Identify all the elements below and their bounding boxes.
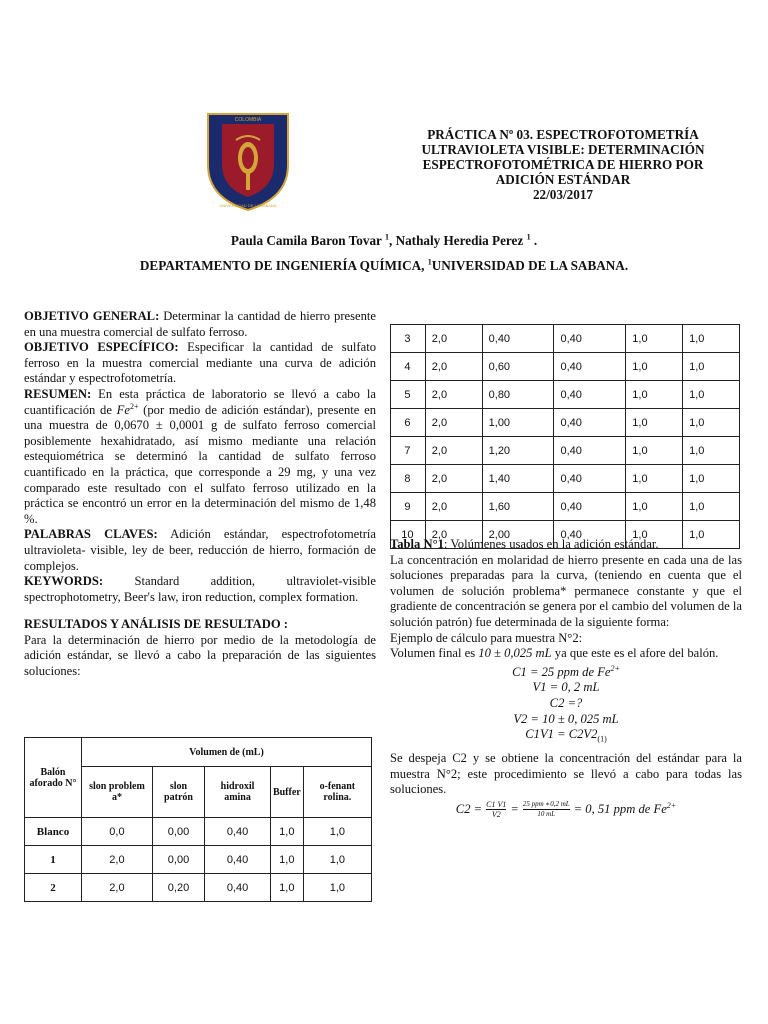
title-line: PRÁCTICA Nº 03. ESPECTROFOTOMETRÍA: [427, 127, 699, 142]
table-cell: 1,00: [482, 409, 554, 437]
table-cell: 0,40: [554, 465, 626, 493]
objective-specific: [24, 340, 376, 387]
table-cell: 1,0: [683, 465, 740, 493]
authors-end: .: [533, 233, 538, 248]
abstract-text-2: (por medio de adición estándar), presente en una muestra de 0,0670 ± 0,0001 g de sulfato ferroso comercial posiblemente hexahidratado, así mismo mediante una relación estequiométrica se determinó la cantidad de sulfato ferroso cuantificado en la práctica, que corresponde a 29 mg, y una vez comparado este resultado con el sulfato ferroso utilizado en la práctica se encontró un error en la determinación del mismo de 1,48 %.: [24, 402, 376, 526]
table-cell: 0,40: [554, 409, 626, 437]
table-subheader: o-fenant rolina.: [303, 767, 371, 818]
table-cell: 2,0: [425, 437, 482, 465]
table-cell: 1,60: [482, 493, 554, 521]
university: UNIVERSIDAD DE LA SABANA.: [431, 258, 629, 273]
table-row: [391, 465, 740, 493]
solve-paragraph: Se despeja C2 y se obtiene la concentración del estándar para la muestra N°2; este procedimiento se llevó a cabo para todas las soluciones.: [390, 751, 742, 797]
table-cell: 1,0: [626, 437, 683, 465]
fraction-1-num: C1 V1: [486, 800, 507, 810]
table-cell: 0,40: [205, 818, 271, 846]
table-cell: 0,40: [205, 846, 271, 874]
table-cell: 1,0: [626, 409, 683, 437]
author-2-affiliation: 1: [526, 232, 531, 242]
equation-dilution: [390, 727, 742, 747]
final-eq-rhs: = 0, 51 ppm de Fe: [573, 801, 667, 816]
department: DEPARTAMENTO DE INGENIERÍA QUÍMICA,: [139, 258, 425, 273]
table-cell: 2,0: [425, 409, 482, 437]
objective-specific-text: Especificar la cantidad de sulfato ferroso en la muestra comercial mediante una curva de adición estándar y espectrofotometría.: [24, 340, 376, 386]
fraction-2-num: 25 ppm ∗0,2 mL: [522, 800, 570, 809]
table-caption-text: : Volúmenes usados en la adición estándar.: [443, 537, 659, 551]
table-cell: 2,0: [82, 846, 153, 874]
table-row: [391, 353, 740, 381]
table-row: [391, 381, 740, 409]
table-cell: 0,40: [554, 353, 626, 381]
table-cell: 1,0: [270, 874, 303, 902]
table-row: [25, 846, 372, 874]
final-equation: C2 = $\frac{C1 V1}{V2}$ = 25 ppm ∗0,2 mL 10 mL = 0, 51 ppm de $Fe^{2+}$: [455, 800, 677, 820]
final-volume-end: ya que este es el afore del balón.: [551, 646, 719, 661]
concentration-paragraph: La concentración en molaridad de hierro presente en cada una de las soluciones preparadas para la curva, (teniendo en cuenta que el volumen de solución problema* permanece constante y que el gradiente de concentración se genera por el cambio del volumen de la solución patrón) fue determinada de la siguiente forma:: [390, 552, 742, 629]
title-line: ULTRAVIOLETA VISIBLE: DETERMINACIÓN: [421, 142, 705, 157]
table-caption-label: Tabla N°1: [390, 537, 444, 551]
table-caption: [390, 537, 742, 553]
table-row: [25, 874, 372, 902]
objective-general: [24, 309, 376, 340]
author-1-affiliation: 1: [384, 232, 389, 242]
abstract-fe: Fe: [116, 402, 130, 417]
abstract-fe-charge: 2+: [129, 401, 139, 411]
table-cell: 2,0: [425, 465, 482, 493]
table-cell: 8: [391, 465, 426, 493]
table-cell: 1,0: [626, 325, 683, 353]
table-subheader: slon problem a*: [82, 767, 153, 818]
results-text: Para la determinación de hierro por medio de la metodología de adición estándar, se llevó a cabo la preparación de las siguientes soluciones:: [24, 632, 376, 679]
table-subheader: hidroxil amina: [205, 767, 271, 818]
table-row: [391, 493, 740, 521]
table-cell: 10: [391, 521, 426, 549]
objective-specific-label: OBJETIVO ESPECÍFICO:: [24, 340, 179, 355]
table-cell: 1,0: [683, 325, 740, 353]
table-cell: 1,0: [270, 818, 303, 846]
right-column: [390, 537, 742, 819]
equation-c1: [390, 665, 742, 681]
table-row: [391, 437, 740, 465]
table-cell: 6: [391, 409, 426, 437]
abstract: [24, 387, 376, 527]
table-cell: 2,0: [425, 493, 482, 521]
table-cell: 9: [391, 493, 426, 521]
keywords-en-label: KEYWORDS:: [24, 574, 104, 589]
university-logo: [198, 110, 298, 212]
table-cell: 0,40: [205, 874, 271, 902]
volumes-table-part-1: [24, 737, 372, 902]
table-cell: 1,0: [303, 874, 371, 902]
table-cell: 0,20: [152, 874, 204, 902]
equation-v2: V2 = 10 ± 0, 025 mL: [513, 711, 619, 726]
objective-general-label: OBJETIVO GENERAL:: [24, 309, 160, 323]
table-cell: 0,60: [482, 353, 554, 381]
equation-c1-charge: 2+: [610, 663, 620, 673]
table-cell: 7: [391, 437, 426, 465]
table-cell: 0,40: [554, 325, 626, 353]
table-row: [391, 325, 740, 353]
table-cell: 0,40: [554, 521, 626, 549]
example-heading: Ejemplo de cálculo para muestra N°2:: [390, 630, 583, 645]
table-cell: 0,00: [152, 846, 204, 874]
table-cell: 1,0: [683, 409, 740, 437]
department-affiliation: 1: [427, 257, 432, 267]
equation-dilution-text: C1V1 = C2V2: [525, 727, 598, 742]
fraction-1-den: V2: [491, 810, 501, 820]
table-cell: 1,0: [683, 521, 740, 549]
keywords-es: [24, 527, 376, 574]
table-cell: 3: [391, 325, 426, 353]
author-2: , Nathaly Heredia Perez: [388, 233, 524, 248]
table-cell: 1,0: [683, 493, 740, 521]
table-cell: 1,0: [626, 521, 683, 549]
fraction-2-den: 10 mL: [537, 810, 556, 819]
keywords-es-label: PALABRAS CLAVES:: [24, 527, 158, 542]
keywords-en: [24, 574, 376, 605]
title-line: ADICIÓN ESTÁNDAR: [495, 172, 631, 187]
logo-country-text: COLOMBIA: [234, 117, 262, 123]
table-header-volume: Volumen de (mL): [82, 738, 372, 767]
table-cell: 5: [391, 381, 426, 409]
results-heading: RESULTADOS Y ANÁLISIS DE RESULTADO :: [24, 617, 288, 632]
table-cell: 0,0: [82, 818, 153, 846]
table-header-flask: Balón aforado N°: [25, 738, 82, 818]
table-cell: 2,0: [425, 325, 482, 353]
table-cell: 1,0: [270, 846, 303, 874]
equation-v1: V1 = 0, 2 mL: [532, 680, 600, 695]
authors-line: [0, 233, 768, 249]
table-cell: 1,0: [303, 846, 371, 874]
table-cell: 1,40: [482, 465, 554, 493]
logo-university-text: UNIVERSIDAD DE LA SABANA: [219, 203, 277, 208]
table-cell: 1,0: [683, 437, 740, 465]
fraction-2: [523, 800, 570, 819]
title-line: ESPECTROFOTOMÉTRICA DE HIERRO POR: [422, 157, 704, 172]
table-cell: 0,40: [554, 437, 626, 465]
table-row: [391, 409, 740, 437]
left-column: [24, 309, 376, 680]
table-cell: 1: [25, 846, 82, 874]
department-line: [0, 258, 768, 274]
keywords-en-text: Standard addition, ultraviolet-visible spectrophotometry, Beer's law, iron reduction, complex formation.: [24, 574, 376, 604]
table-cell: 2,0: [425, 521, 482, 549]
final-eq-lhs: C2 =: [455, 801, 483, 816]
keywords-es-text: Adición estándar, espectrofotometría ultravioleta- visible, ley de beer, reducción de hierro, formación de complejos.: [24, 527, 376, 573]
table-cell: 0,80: [482, 381, 554, 409]
table-subheader: Buffer: [270, 767, 303, 818]
title-date: 22/03/2017: [532, 187, 594, 202]
table-cell: 0,40: [554, 381, 626, 409]
table-row: [25, 818, 372, 846]
table-cell: 1,0: [683, 381, 740, 409]
table-cell: 2,0: [82, 874, 153, 902]
volumes-table-part-2: [390, 324, 740, 549]
final-eq-charge: 2+: [666, 800, 677, 810]
table-cell: 0,40: [554, 493, 626, 521]
table-subheader: slon patrón: [152, 767, 204, 818]
table-cell: 0,00: [152, 818, 204, 846]
equation-c1-text: C1 = 25 ppm de Fe: [512, 664, 611, 679]
table-cell: 2: [25, 874, 82, 902]
fraction-1: [486, 800, 506, 819]
table-cell: 1,0: [626, 465, 683, 493]
abstract-text-1: En esta práctica de laboratorio se llevó a cabo la cuantificación de: [24, 386, 376, 417]
abstract-label: RESUMEN:: [24, 386, 92, 401]
equation-number: (1): [597, 734, 607, 744]
table-cell: 1,0: [626, 353, 683, 381]
table-cell: Blanco: [25, 818, 82, 846]
table-cell: 2,0: [425, 353, 482, 381]
final-volume-paragraph: [390, 646, 742, 662]
table-cell: 1,0: [303, 818, 371, 846]
table-cell: 1,0: [683, 353, 740, 381]
table-cell: 1,20: [482, 437, 554, 465]
final-volume-text: Volumen final es: [390, 646, 479, 661]
objective-general-text: Determinar la cantidad de hierro presente en una muestra comercial de sulfato ferroso.: [24, 309, 376, 339]
table-cell: 4: [391, 353, 426, 381]
table-cell: 2,0: [425, 381, 482, 409]
table-cell: 0,40: [482, 325, 554, 353]
document-title: [395, 127, 731, 202]
table-cell: 1,0: [626, 381, 683, 409]
final-volume-value: 10 ± 0,025 mL: [478, 646, 552, 661]
table-cell: 2,00: [482, 521, 554, 549]
author-1: Paula Camila Baron Tovar: [230, 233, 382, 248]
equation-c2: C2 =?: [549, 695, 583, 710]
table-cell: 1,0: [626, 493, 683, 521]
